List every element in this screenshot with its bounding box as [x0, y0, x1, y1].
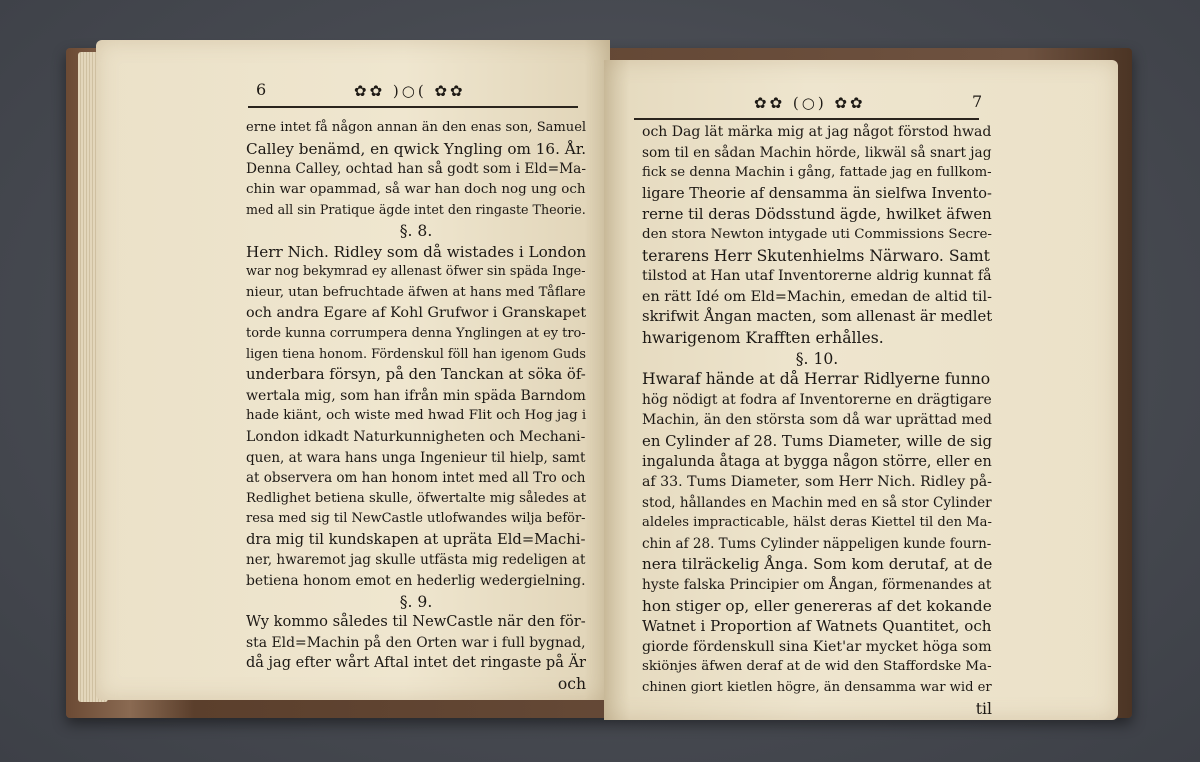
- text-line: fick se denna Machin i gång, fattade jag en fullkom-: [642, 165, 992, 181]
- text-line: hon stiger op, eller genereras af det kokande: [642, 596, 992, 615]
- text-line: resa med sig til NewCastle utlofwandes wilja beför-: [246, 511, 586, 527]
- left-page: [96, 40, 610, 700]
- text-line: Denna Calley, ochtad han så godt som i Eld=Ma-: [246, 161, 586, 178]
- text-line: Machin, än den största som då war uprättad med: [642, 412, 992, 429]
- text-line: hyste falska Principier om Ångan, förmenandes at: [642, 577, 992, 594]
- text-line: skrifwit Ångan macten, som allenast är medlet: [642, 308, 993, 326]
- text-line: och andra Egare af Kohl Grufwor i Granskapet: [246, 305, 587, 322]
- text-line: London idkadt Naturkunnigheten och Mechani-: [246, 428, 586, 445]
- text-line: nera tilräckelig Ånga. Som kom derutaf, at de: [642, 555, 993, 574]
- text-line: nieur, utan befruchtade äfwen at hans med Tåflare: [246, 284, 586, 300]
- text-line: tilstod at Han utaf Inventorerne aldrig kunnat få: [642, 268, 992, 285]
- text-line: ner, hwaremot jag skulle utfästa mig redeligen at: [246, 552, 586, 569]
- text-line: af 33. Tums Diameter, som Herr Nich. Ridley på-: [642, 474, 992, 491]
- text-line: at observera om han honom intet med all Tro och: [246, 470, 586, 487]
- text-line: Watnet i Proportion af Watnets Quantitet, och: [642, 617, 992, 636]
- text-line: giorde fördenskull sina Kiet'ar mycket höga som: [642, 638, 992, 655]
- text-line: skiönjes äfwen deraf at de wid den Staffordske Ma-: [642, 659, 992, 675]
- text-line: Hwaraf hände at då Herrar Ridlyerne funno: [642, 370, 991, 389]
- text-line: hög nödigt at fodra af Inventorerne en drägtigare: [642, 391, 992, 408]
- text-line: chin af 28. Tums Cylinder näppeligen kunde fourn-: [642, 535, 992, 552]
- text-line: rerne til deras Dödsstund ägde, hwilket äfwen: [642, 205, 992, 224]
- text-line: Calley benämd, en qwick Yngling om 16. År.: [246, 139, 587, 158]
- text-line: erne intet få någon annan än den enas son, Samuel: [246, 120, 587, 135]
- text-line: stod, hållandes en Machin med en så stor Cylinder: [642, 494, 992, 511]
- text-line: §. 9.: [399, 592, 433, 611]
- text-line: och Dag lät märka mig at jag något förstod hwad: [642, 124, 992, 140]
- text-line: chinen giort kietlen högre, än densamma war wid er: [642, 680, 992, 696]
- right-text-block: [642, 122, 992, 719]
- right-header: [604, 92, 1118, 120]
- left-text-block: [246, 118, 586, 695]
- left-header: [96, 80, 610, 108]
- text-line: en rätt Idé om Eld=Machin, emedan de altid til-: [642, 288, 992, 305]
- text-line: Wy kommo således til NewCastle när den för-: [246, 613, 586, 631]
- text-line: §. 10.: [795, 349, 839, 368]
- text-line: den stora Newton intygade uti Commissions Secre-: [642, 226, 992, 242]
- text-line: ingalunda åtaga at bygga någon större, eller en: [642, 453, 992, 470]
- text-line: och: [557, 675, 586, 694]
- text-line: quen, at wara hans unga Ingenieur til hielp, samt: [246, 449, 586, 466]
- text-line: betiena honom emot en hederlig wedergielning.: [246, 573, 586, 590]
- text-line: §. 8.: [399, 221, 433, 240]
- text-line: då jag efter wårt Aftal intet det ringaste på Är: [246, 655, 586, 672]
- text-line: hwarigenom Krafften erhålles.: [642, 328, 884, 347]
- text-line: underbara försyn, på den Tanckan at söka öf-: [246, 366, 586, 384]
- header-rule-right: [634, 118, 979, 120]
- ornament-right: ✿✿ (○) ✿✿: [754, 94, 866, 112]
- text-line: sta Eld=Machin på den Orten war i full bygnad,: [246, 634, 586, 651]
- text-line: wertala mig, som han ifrån min späda Barndom: [246, 387, 586, 404]
- text-line: som til en sådan Machin hörde, likwäl så snart jag: [642, 144, 992, 161]
- text-line: war nog bekymrad ey allenast öfwer sin späda Inge-: [246, 264, 586, 280]
- text-line: Herr Nich. Ridley som då wistades i London: [246, 242, 587, 261]
- text-line: chin war opammad, så war han doch nog ung och: [246, 181, 586, 197]
- text-line: ligen tiena honom. Fördenskul föll han igenom Guds: [246, 346, 587, 362]
- ornament-left: ✿✿ )○( ✿✿: [354, 82, 466, 100]
- text-line: aldeles impracticable, hälst deras Kiettel til den Ma-: [642, 515, 992, 531]
- text-line: med all sin Pratique ägde intet den ringaste Theorie.: [246, 202, 586, 218]
- page-number-right: 7: [972, 92, 983, 111]
- text-line: terarens Herr Skutenhielms Närwaro. Samt: [642, 246, 990, 265]
- header-rule-left: [248, 106, 578, 108]
- text-line: dra mig til kundskapen at upräta Eld=Machi-: [246, 530, 586, 548]
- text-line: hade kiänt, och wiste med hwad Flit och Hog jag i: [246, 408, 587, 424]
- page-number-left: 6: [256, 80, 267, 99]
- text-line: en Cylinder af 28. Tums Diameter, wille de sig: [642, 431, 993, 450]
- text-line: ligare Theorie af densamma än sielfwa Invento-: [642, 185, 992, 202]
- text-line: Redlighet betiena skulle, öfwertalte mig således at: [246, 490, 587, 506]
- right-page: [604, 60, 1118, 720]
- text-line: torde kunna corrumpera denna Ynglingen at ey tro-: [246, 325, 586, 341]
- text-line: til: [975, 699, 992, 718]
